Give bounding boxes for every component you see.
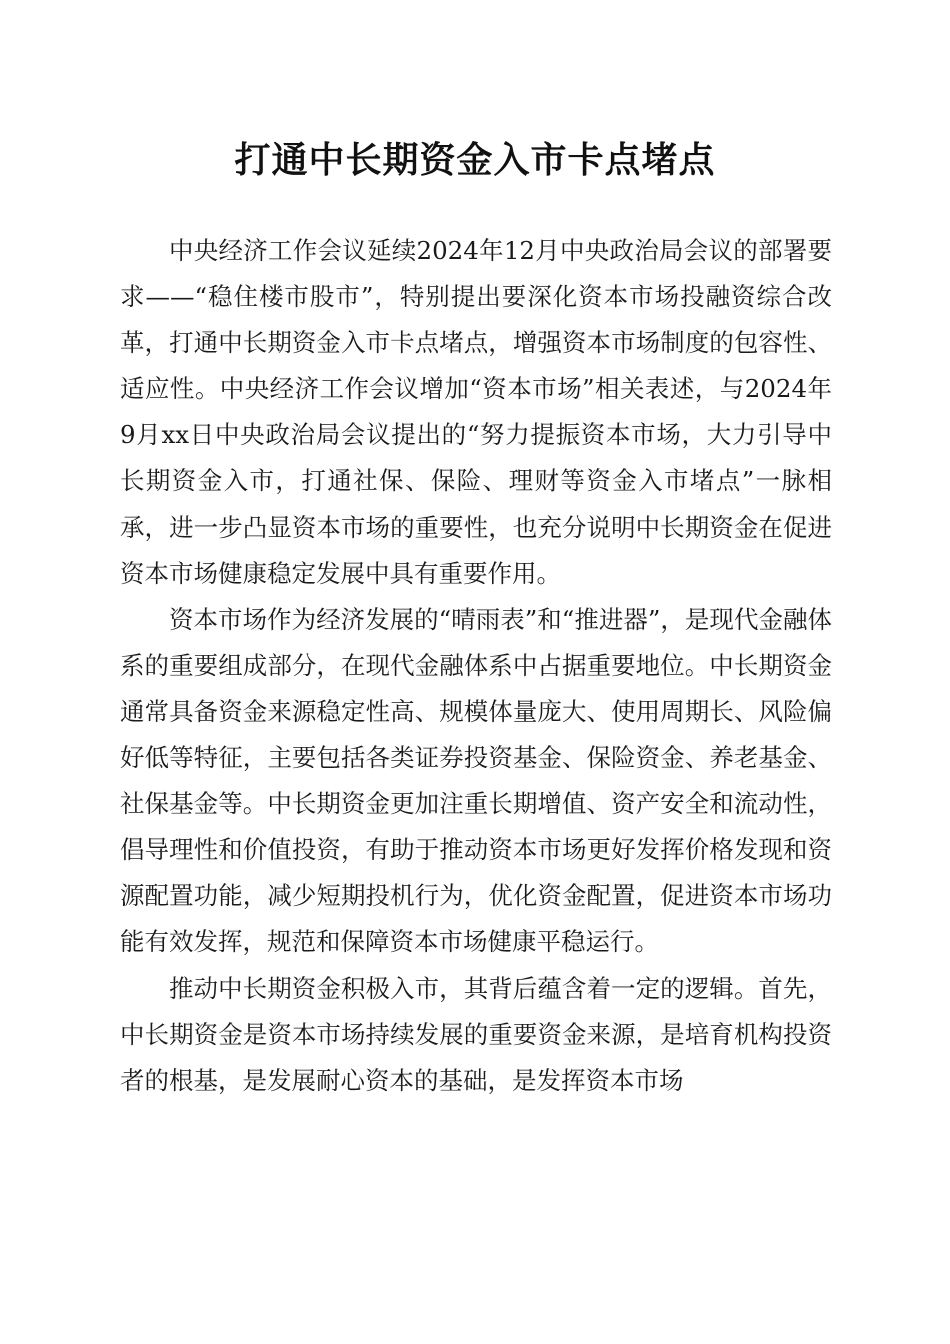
paragraph-1: 中央经济工作会议延续2024年12月中央政治局会议的部署要求——“稳住楼市股市”，特别提出要深化资本市场投融资综合改革，打通中长期资金入市卡点堵点，增强资本市场制度的包容性、适应性。中央经济工作会议增加“资本市场”相关表述，与2024年9月xx日中央政治局会议提出的“努力提振资本市场，大力引导中长期资金入市，打通社保、保险、理财等资金入市堵点”一脉相承，进一步凸显资本市场的重要性，也充分说明中长期资金在促进资本市场健康稳定发展中具有重要作用。 (120, 236, 832, 588)
paragraph-3: 推动中长期资金积极入市，其背后蕴含着一定的逻辑。首先，中长期资金是资本市场持续发展的重要资金来源，是培育机构投资者的根基，是发展耐心资本的基础，是发挥资本市场 (120, 973, 832, 1095)
document-body (120, 228, 832, 1104)
document-title: 打通中长期资金入市卡点堵点 (234, 139, 716, 181)
paragraph-2: 资本市场作为经济发展的“晴雨表”和“推进器”，是现代金融体系的重要组成部分，在现代金融体系中占据重要地位。中长期资金通常具备资金来源稳定性高、规模体量庞大、使用周期长、风险偏好低等特征，主要包括各类证券投资基金、保险资金、养老基金、社保基金等。中长期资金更加注重长期增值、资产安全和流动性，倡导理性和价值投资，有助于推动资本市场更好发挥价格发现和资源配置功能，减少短期投机行为，优化资金配置，促进资本市场功能有效发挥，规范和保障资本市场健康平稳运行。 (120, 604, 832, 957)
